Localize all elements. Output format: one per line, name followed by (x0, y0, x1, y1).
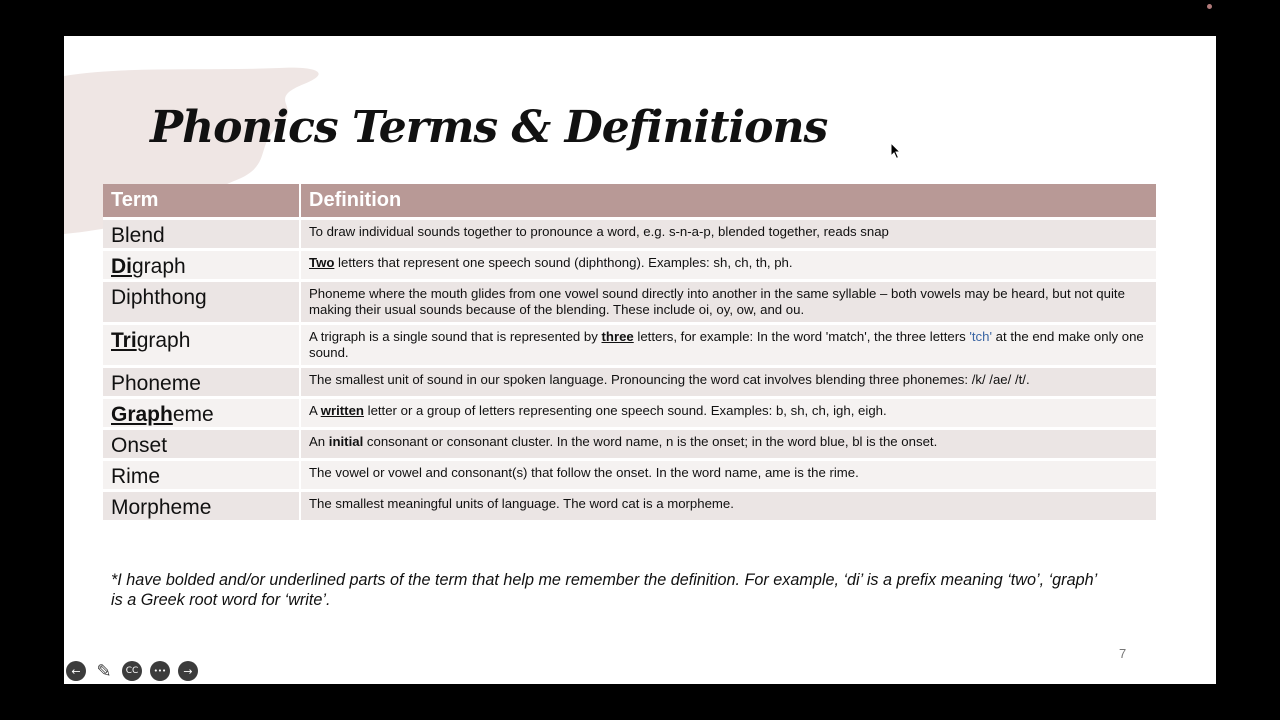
definition-cell (300, 491, 1157, 522)
slide-number: 7 (1119, 646, 1127, 661)
mouse-cursor-icon (890, 142, 902, 160)
term-text-segment: Di (111, 255, 132, 278)
slide-title: Phonics Terms & Definitions (150, 102, 828, 153)
definition-text-segment: The smallest unit of sound in our spoken language. Pronouncing the word cat involves blending three phonemes: /k/ /ae/ /t/. (309, 372, 1030, 387)
term-cell (103, 398, 300, 429)
term-text-segment: Onset (111, 434, 168, 457)
term-text-segment: Graph (111, 403, 173, 426)
definition-text-segment: letters, for example: In the word 'match', the three letters (633, 329, 970, 344)
term-column-header: Term (103, 184, 300, 219)
definition-text-segment: A (309, 403, 321, 418)
phonics-terms-table (103, 184, 1158, 523)
table-row (103, 324, 1157, 367)
definition-text-segment: A trigraph is a single sound that is represented by (309, 329, 602, 344)
definition-text-segment: initial (328, 434, 364, 449)
definition-cell (300, 324, 1157, 367)
term-text-segment: Tri (111, 329, 137, 352)
table-row (103, 398, 1157, 429)
presentation-controls (66, 661, 198, 681)
more-options-button[interactable] (150, 661, 170, 681)
definition-column-header: Definition (300, 184, 1157, 219)
definition-text-segment: 'tch' (969, 329, 992, 344)
term-cell (103, 281, 300, 324)
term-text-segment: Morpheme (111, 496, 212, 519)
term-cell (103, 460, 300, 491)
definition-cell (300, 281, 1157, 324)
cc-icon: CC (125, 666, 139, 676)
pen-tool-button[interactable] (94, 661, 114, 681)
presentation-slide (64, 36, 1216, 684)
definition-text-segment: letter or a group of letters representing one speech sound. Examples: b, sh, ch, igh, eigh. (363, 403, 887, 418)
definition-cell (300, 429, 1157, 460)
definition-text-segment: To draw individual sounds together to pronounce a word, e.g. s-n-a-p, blended together, reads snap (309, 224, 889, 239)
term-text-segment: Phoneme (111, 372, 201, 395)
term-cell (103, 219, 300, 250)
table-row (103, 250, 1157, 281)
term-cell (103, 491, 300, 522)
definition-text-segment: The smallest meaningful units of language. The word cat is a morpheme. (309, 496, 734, 511)
definition-text-segment: at the end make only one sound. (309, 329, 1144, 360)
definition-text-segment: An (309, 434, 329, 449)
table-row (103, 281, 1157, 324)
table-row (103, 460, 1157, 491)
ellipsis-icon: ••• (153, 667, 167, 675)
table-row (103, 491, 1157, 522)
next-slide-button[interactable] (178, 661, 198, 681)
term-text-segment: Rime (111, 465, 161, 488)
captions-button[interactable] (122, 661, 142, 681)
definition-text-segment: consonant or consonant cluster. In the word name, n is the onset; in the word blue, bl is the onset. (363, 434, 938, 449)
table-header-row (103, 184, 1157, 219)
definition-text-segment: Phoneme where the mouth glides from one vowel sound directly into another in the same syllable – both vowels may be heard, but not quite making their usual sounds because of the blending. These include oi, oy, ow, and ou. (309, 286, 1125, 317)
arrow-left-icon: ← (71, 664, 81, 678)
definition-cell (300, 250, 1157, 281)
definition-cell (300, 219, 1157, 250)
term-cell (103, 429, 300, 460)
previous-slide-button[interactable] (66, 661, 86, 681)
term-text-segment: graph (132, 255, 186, 278)
term-cell (103, 250, 300, 281)
recording-indicator (1207, 4, 1212, 9)
term-text-segment: Blend (111, 224, 165, 247)
definition-text-segment: letters that represent one speech sound (diphthong). Examples: sh, ch, th, ph. (334, 255, 793, 270)
definition-cell (300, 398, 1157, 429)
table-row (103, 367, 1157, 398)
term-text-segment: Diphthong (111, 286, 207, 309)
term-text-segment: graph (136, 329, 191, 352)
definition-cell (300, 460, 1157, 491)
table-row (103, 219, 1157, 250)
definition-cell (300, 367, 1157, 398)
term-cell (103, 324, 300, 367)
term-text-segment: eme (172, 403, 214, 426)
pencil-icon: ✎ (96, 660, 112, 682)
definition-text-segment: Two (309, 255, 335, 270)
definition-text-segment: The vowel or vowel and consonant(s) that follow the onset. In the word name, ame is the rime. (309, 465, 859, 480)
table-row (103, 429, 1157, 460)
definition-text-segment: written (320, 403, 364, 418)
term-cell (103, 367, 300, 398)
footnote: *I have bolded and/or underlined parts of the term that help me remember the definition. For example, ‘di’ is a prefix meaning ‘two’, ‘graph’ is a Greek root word for ‘write’. (111, 571, 1097, 609)
definition-text-segment: three (601, 329, 634, 344)
arrow-right-icon: → (183, 664, 193, 678)
